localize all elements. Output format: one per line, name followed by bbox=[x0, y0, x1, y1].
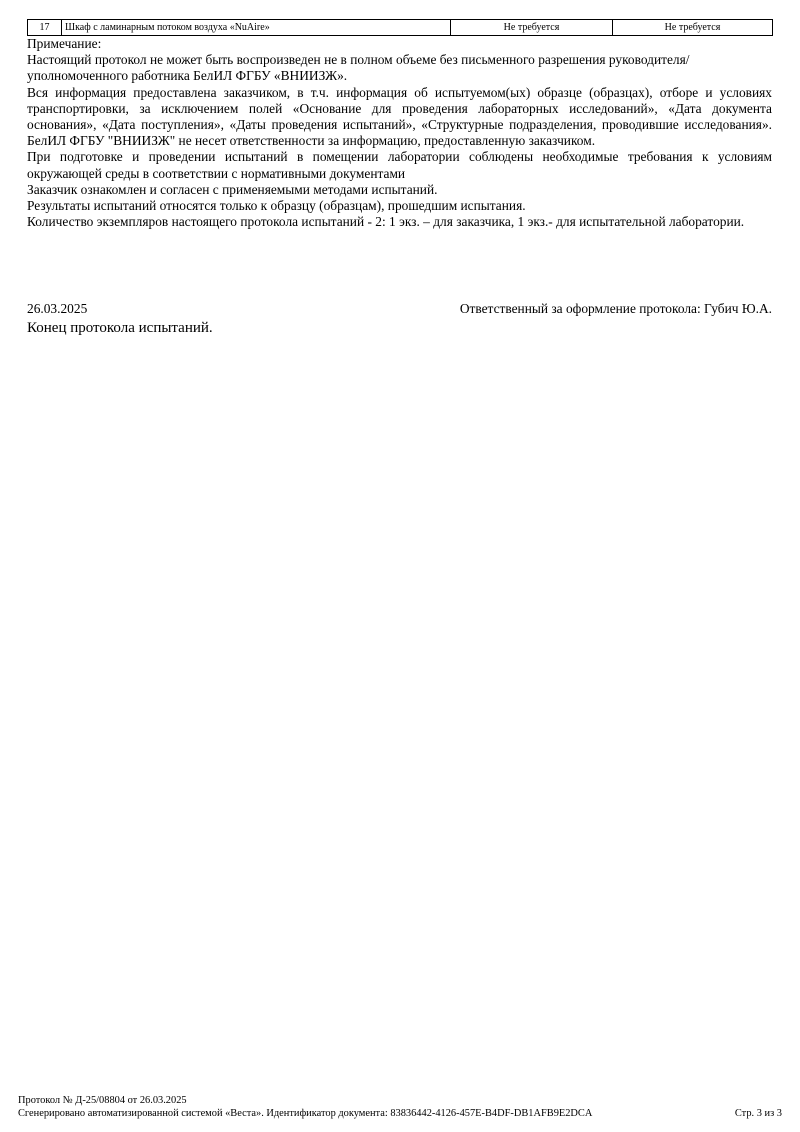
table-row bbox=[28, 20, 773, 36]
note-copies: Количество экземпляров настоящего протокола испытаний - 2: 1 экз. – для заказчика, 1 экз.- для испытательной лаборатории. bbox=[27, 214, 745, 230]
note-reproduction: Настоящий протокол не может быть воспроизведен не в полном объеме без письменного разрешения руководителя/уполномоченного работника БелИЛ ФГБУ «ВНИИЗЖ». bbox=[27, 52, 690, 84]
end-of-protocol: Конец протокола испытаний. bbox=[27, 320, 213, 336]
notes-section bbox=[27, 36, 772, 230]
footer-protocol-number: Протокол № Д-25/08804 от 26.03.2025 bbox=[18, 1095, 187, 1106]
note-methods: Заказчик ознакомлен и согласен с применяемыми методами испытаний. bbox=[27, 181, 438, 197]
calibration-status: Не требуется bbox=[451, 20, 613, 36]
page-number: Стр. 3 из 3 bbox=[734, 1108, 782, 1119]
verification-status: Не требуется bbox=[613, 20, 773, 36]
responsible-person: Ответственный за оформление протокола: Губич Ю.А. bbox=[459, 301, 772, 316]
row-number: 17 bbox=[28, 20, 62, 36]
notes-heading: Примечание: bbox=[27, 36, 102, 51]
note-environment: При подготовке и проведении испытаний в помещении лаборатории соблюдены необходимые требования к условиям окружающей среды в соответствии с нормативными документами bbox=[27, 149, 772, 181]
note-customer-info: Вся информация предоставлена заказчиком, в т.ч. информация об испытуемом(ых) образце (образцах), отборе и условиях транспортировки, за исключением полей «Основание для проведения лабораторных исследований», «Дата документа основания», «Дата поступления», «Даты проведения испытаний», «Структурные подразделения, проводившие исследования». БелИЛ ФГБУ "ВНИИЗЖ" не несет ответственности за информацию, предоставленную заказчиком. bbox=[27, 84, 772, 149]
note-results: Результаты испытаний относятся только к образцу (образцам), прошедшим испытания. bbox=[27, 198, 526, 214]
protocol-date: 26.03.2025 bbox=[27, 301, 88, 316]
footer-generated-by: Сгенерировано автоматизированной системой «Веста». Идентификатор документа: 83836442-4126-457E-B4DF-DB1AFB9E2DCA bbox=[18, 1108, 593, 1119]
equipment-name: Шкаф с ламинарным потоком воздуха «NuAire» bbox=[62, 20, 451, 36]
equipment-table bbox=[27, 19, 773, 36]
